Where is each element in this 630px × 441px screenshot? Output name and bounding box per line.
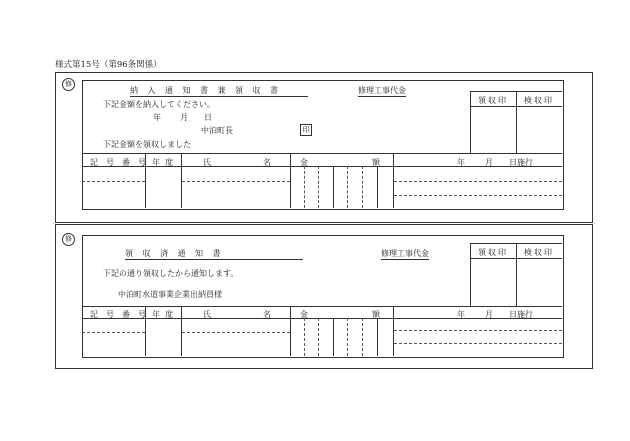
col-fiscal-year: 年度 [152, 310, 178, 319]
col-amount-2: 額 [372, 158, 380, 167]
stub-marker: 修 [62, 78, 75, 91]
col-name-2: 名 [263, 158, 271, 167]
col-date-year: 年 [457, 310, 465, 319]
form-caption: 様式第15号（第96条関係） [55, 60, 162, 70]
fee-label: 修理工事代金 [381, 249, 429, 258]
stub-marker: 修 [62, 233, 75, 246]
col-name-2: 名 [263, 310, 271, 319]
form-title: 領収済通知書 [125, 248, 303, 260]
seal-mark: 印 [300, 124, 312, 136]
date-day: 日 [204, 113, 212, 122]
inspected-stamp-label: 検収印 [524, 96, 554, 105]
col-date-month: 月 [485, 158, 493, 167]
receipt-statement: 下記金額を領収しました [103, 140, 191, 149]
notice-statement: 下記の通り領収したから通知します。 [103, 269, 239, 278]
fee-label: 修理工事代金 [358, 86, 406, 95]
payment-instruction: 下記金額を納入してください。 [103, 100, 215, 109]
inspected-stamp-label: 検収印 [524, 248, 554, 257]
col-amount-1: 金 [300, 158, 308, 167]
col-name-1: 氏 [203, 158, 211, 167]
col-amount-2: 額 [372, 310, 380, 319]
addressee: 中泊町水道事業企業出納員様 [118, 290, 222, 299]
col-date-day: 日施行 [509, 310, 533, 319]
col-amount-1: 金 [300, 310, 308, 319]
col-date-day: 日施行 [509, 158, 533, 167]
date-year: 年 [153, 113, 161, 122]
form-title: 納入通知書兼領収書 [130, 85, 308, 97]
col-date-year: 年 [457, 158, 465, 167]
col-name-1: 氏 [203, 310, 211, 319]
received-stamp-label: 領収印 [478, 96, 508, 105]
received-stamp-label: 領収印 [478, 248, 508, 257]
date-month: 月 [180, 113, 188, 122]
col-date-month: 月 [485, 310, 493, 319]
col-number: 記号番号 [90, 158, 154, 167]
col-number: 記号番号 [90, 310, 154, 319]
col-fiscal-year: 年度 [152, 158, 178, 167]
issuer-name: 中泊町長 [201, 126, 233, 135]
